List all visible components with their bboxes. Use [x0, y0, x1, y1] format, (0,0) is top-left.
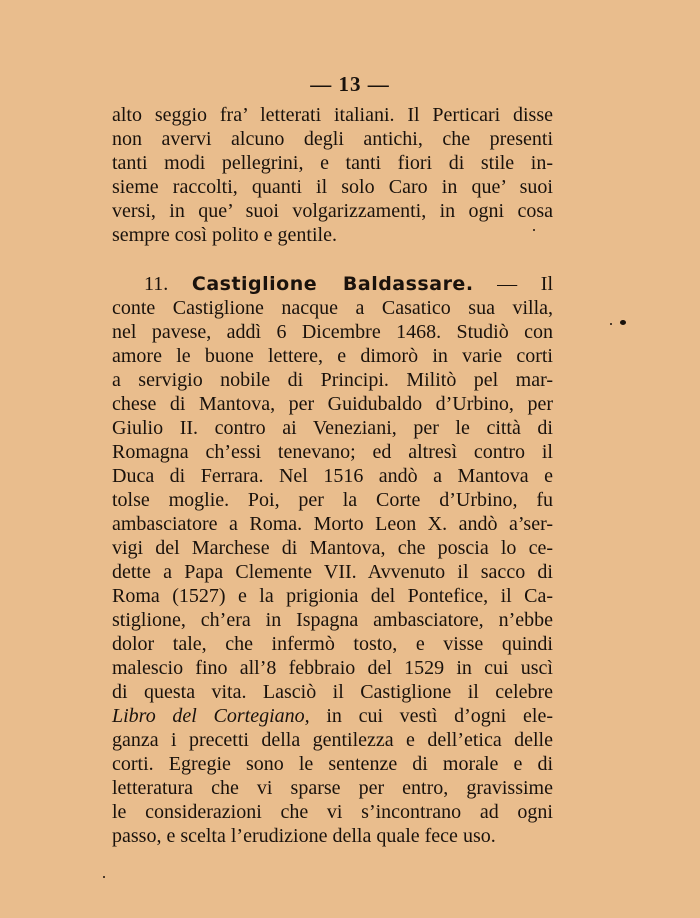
ink-speck: [103, 876, 105, 878]
text-line: sieme raccolti, quanti il solo Caro in que’ suoi: [112, 176, 553, 198]
text-line: stiglione, ch’era in Ispagna ambasciatore, n’ebbe: [112, 609, 553, 631]
text-line: nel pavese, addì 6 Dicembre 1468. Studiò con: [112, 321, 553, 343]
ink-speck: [610, 323, 612, 325]
text-line: dolor tale, che infermò tosto, e visse quindi: [112, 633, 553, 655]
text-line: sempre così polito e gentile.: [112, 224, 337, 246]
text-line: a servigio nobile di Principi. Militò pel mar-: [112, 369, 553, 391]
text-line: corti. Egregie sono le sentenze di morale e di: [112, 753, 553, 775]
text-line: passo, e scelta l’erudizione della quale fece uso.: [112, 825, 496, 847]
text-line: ambasciatore a Roma. Morto Leon X. andò a’ser-: [112, 513, 553, 535]
text-line: ganza i precetti della gentilezza e dell’etica delle: [112, 729, 553, 751]
text-line: vigi del Marchese di Mantova, che poscia lo ce-: [112, 537, 553, 559]
text-line: Roma (1527) e la prigionia del Pontefice, il Ca-: [112, 585, 553, 607]
text-line: Duca di Ferrara. Nel 1516 andò a Mantova e: [112, 465, 553, 487]
section-number: 11.: [144, 273, 169, 295]
paragraph-continued: [112, 103, 553, 247]
text-line: conte Castiglione nacque a Casatico sua villa,: [112, 297, 553, 319]
book-title: Libro del Cortegiano,: [112, 705, 310, 727]
text-line: le considerazioni che vi s’incontrano ad ogni: [112, 801, 553, 823]
book-title-line-rest: in cui vestì d’ogni ele-: [326, 705, 554, 727]
text-line: non avervi alcuno degli antichi, che presenti: [112, 128, 553, 150]
section-title: Castiglione Baldassare.: [191, 273, 474, 295]
text-line: Romagna ch’essi tenevano; ed altresì contro il: [112, 441, 553, 463]
text-line: alto seggio fra’ letterati italiani. Il Perticari disse: [112, 104, 553, 126]
text-line: versi, in que’ suoi volgarizzamenti, in ogni cosa: [112, 200, 553, 222]
text-line: letteratura che vi sparse per entro, gravissime: [112, 777, 553, 799]
section-paragraph: [112, 272, 553, 848]
text-line: Giulio II. contro ai Veneziani, per le città di: [112, 417, 553, 439]
text-line: dette a Papa Clemente VII. Avvenuto il sacco di: [112, 561, 553, 583]
section-heading-rest: — Il: [497, 273, 554, 295]
ink-speck: [533, 229, 535, 231]
text-line: amore le buone lettere, e dimorò in varie corti: [112, 345, 553, 367]
page-number: — 13 —: [310, 72, 390, 96]
section-heading-line: [112, 272, 553, 296]
book-title-line: [112, 704, 553, 728]
text-line: malescio fino all’8 febbraio del 1529 in cui uscì: [112, 657, 553, 679]
ink-speck: [620, 320, 626, 325]
text-line: chese di Mantova, per Guidubaldo d’Urbino, per: [112, 393, 553, 415]
text-line: di questa vita. Lasciò il Castiglione il celebre: [112, 681, 553, 703]
text-line: tolse moglie. Poi, per la Corte d’Urbino, fu: [112, 489, 553, 511]
text-line: tanti modi pellegrini, e tanti fiori di stile in-: [112, 152, 553, 174]
